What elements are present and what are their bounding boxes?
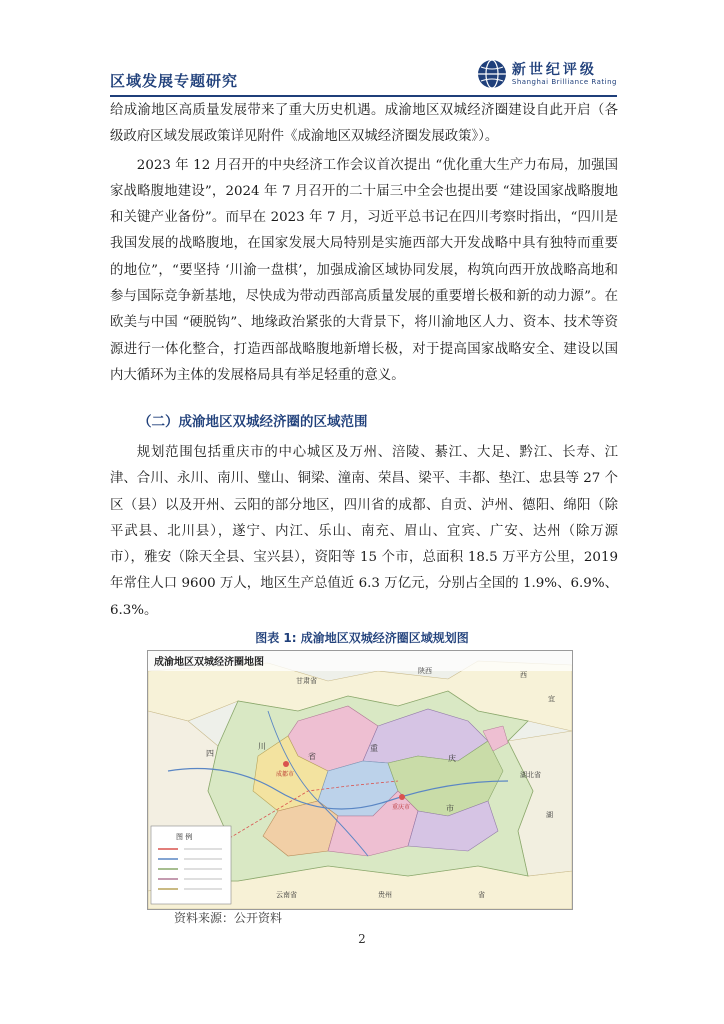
- label-chong: 重: [370, 744, 378, 753]
- header-divider: [110, 95, 617, 97]
- page-number: 2: [358, 932, 366, 946]
- label-chuan: 川: [258, 742, 266, 751]
- figure-caption: 图表 1: 成渝地区双城经济圈区域规划图: [255, 631, 469, 645]
- report-series-title: 区域发展专题研究: [110, 72, 239, 90]
- brand-logo: [477, 58, 617, 90]
- label-hubei: 湖北省: [520, 771, 541, 779]
- body-text-lower: [110, 440, 618, 624]
- section-heading: （二）成渝地区双城经济圈的区域范围: [138, 414, 368, 430]
- page-header: [110, 56, 617, 96]
- label-guizhou: 贵州: [378, 891, 392, 899]
- paragraph-3: 规划范围包括重庆市的中心城区及万州、涪陵、綦江、大足、黔江、长寿、江津、合川、永川、南川、璧山、铜梁、潼南、荣昌、梁平、丰都、垫江、忠县等 27 个区（县）以及开州、云阳的部分地区，四川省的成都、自贡、泸州、德阳、绵阳（除平武县、北川县），遂宁、内江、乐山、南充、眉山、宜宾、广安、达州（除万源市），雅安（除天全县、宝兴县），资阳等 15 个市，总面积 18.5 万平方公里，2019 年常住人口 9600 万人，地区生产总值近 6.3 万亿元，分别占全国的 1.9%、6.9%、6.3%。: [110, 445, 618, 618]
- label-sheng: 省: [308, 752, 316, 761]
- legend-title: 图 例: [176, 833, 193, 841]
- label-chengdu: 成都市: [276, 771, 295, 778]
- logo-chinese-name: 新世纪评级: [511, 61, 597, 78]
- map-graphic: [148, 651, 572, 909]
- label-si: 四: [206, 749, 214, 758]
- body-text-upper: [110, 98, 618, 389]
- label-xi: 西: [520, 671, 527, 679]
- label-gansu: 甘肃省: [296, 677, 317, 685]
- logo-text-block: [512, 62, 617, 87]
- label-shi: 市: [446, 804, 454, 813]
- paragraph-2: 2023 年 12 月召开的中央经济工作会议首次提出 “优化重大生产力布局，加强国家战略腹地建设”，2024 年 7 月召开的二十届三中全会也提出要 “建设国家战略腹地和关键产业备份”。而早在 2023 年 7 月，习近平总书记在四川考察时指出，“四川是我国发展的战略腹地，在国家发展大局特别是实施西部大开发战略中具有独特而重要的地位”，“要坚持 ‘川渝一盘棋’，加强成渝区域协同发展，构筑向西开放战略高地和参与国际竞争新基地，尽快成为带动西部高质量发展的重要增长极和新的动力源”。在欧美与中国 “硬脱钩”、地缘政治紧张的大背景下，将川渝地区人力、资本、技术等资源进行一体化整合，打造西部战略腹地新增长极，对于提高国家战略安全、建设以国内大循环为主体的发展格局具有举足轻重的意义。: [110, 157, 618, 383]
- logo-globe-icon: [477, 59, 507, 89]
- map-title: 成渝地区双城经济圈地图: [154, 657, 264, 668]
- label-yi: 宜: [548, 695, 555, 703]
- label-shaanxi: 陕西: [418, 667, 432, 675]
- label-chongqing: 重庆市: [392, 804, 411, 811]
- label-yunnan: 云南省: [276, 891, 297, 899]
- label-hunan: 湖: [546, 811, 553, 819]
- label-guizhou-sheng: 省: [478, 891, 485, 899]
- regional-map: [147, 650, 573, 910]
- label-qing: 庆: [448, 754, 456, 763]
- paragraph-1: 给成渝地区高质量发展带来了重大历史机遇。成渝地区双城经济圈建设自此开启（各级政府区域发展政策详见附件《成渝地区双城经济圈发展政策》）。: [110, 103, 618, 145]
- logo-english-name: Shanghai Brilliance Rating: [511, 77, 617, 86]
- source-note: 资料来源：公开资料: [174, 911, 283, 925]
